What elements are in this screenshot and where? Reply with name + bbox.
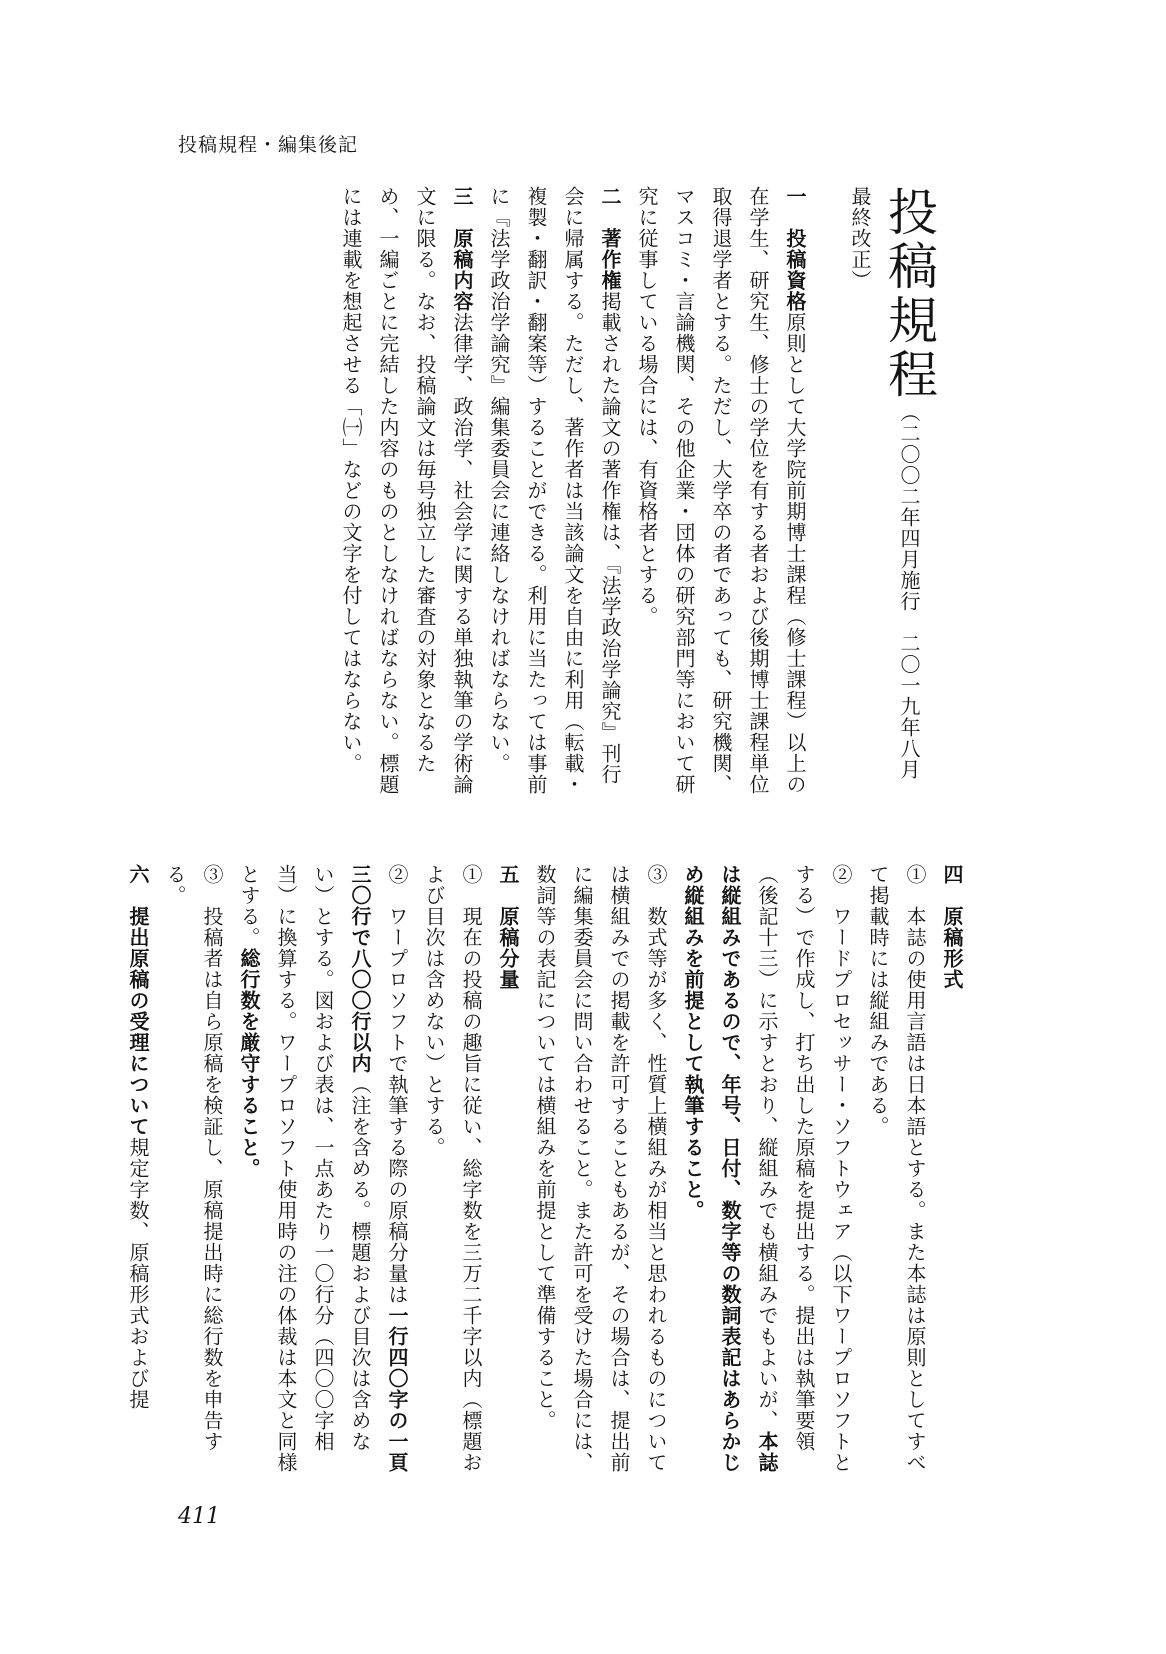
- section-5-item-2-text-a: ② ワープロソフトで執筆する際の原稿分量は: [385, 864, 409, 1305]
- section-5-item-3: ③ 投稿者は自ら原稿を検証し、原稿提出時に総行数を申告する。: [163, 864, 224, 1452]
- running-head: 投稿規程・編集後記: [178, 134, 359, 156]
- section-6-heading: 六 提出原稿の受理について: [126, 864, 150, 1137]
- section-4-item-2: [674, 864, 859, 1480]
- section-4-item-1: ① 本誌の使用言語は日本語とする。また本誌は原則としてすべて掲載時には縦組みである。: [866, 864, 927, 1473]
- section-1: [628, 186, 813, 798]
- section-5-item-2-text-b: （注を含める。標題および目次は含めない）とする。図および表は、一点あたり一〇行分（四〇〇字相当）に換算する。ワープロソフト使用時の注の体裁は本文と同様とする。: [237, 864, 372, 1473]
- section-2-heading: 二 著作権: [598, 186, 622, 291]
- section-1-heading: 一 投稿資格: [783, 186, 807, 312]
- page-number: 411: [178, 1504, 220, 1529]
- page-title: [841, 186, 940, 798]
- section-3: [332, 186, 480, 798]
- upper-text-block: [180, 186, 940, 798]
- section-5-item-2-emphasis-a: 一行四〇字の一頁三〇行で八〇〇行以内: [348, 864, 409, 1473]
- section-6-text: 規定字数、原稿形式および提: [126, 1137, 150, 1410]
- section-4-item-2-text: ② ワードプロセッサー・ソフトウェア（以下ワープロソフトとする）で作成し、打ち出した原稿を提出する。提出は執筆要領（後記十三）に示すとおり、縦組みでも横組みでもよいが、: [755, 864, 853, 1473]
- section-6: [119, 864, 156, 1480]
- section-4-item-2-emphasis: 本誌は縦組みであるので、年号、日付、数字等の数詞表記はあらかじめ縦組みを前提として執筆すること。: [681, 864, 779, 1473]
- section-5-item-2-emphasis-b: 総行数を厳守すること。: [237, 948, 261, 1179]
- section-4-heading: 四 原稿形式: [940, 864, 964, 990]
- lower-text-block: [126, 864, 970, 1480]
- section-1-text: 原則として大学院前期博士課程（修士課程）以上の在学生、研究生、修士の学位を有する者および後期博士課程単位取得退学者とする。ただし、大学卒の者であっても、研究機関、マスコミ・言論機関、その他企業・団体の研究部門等において研究に従事している場合には、有資格者とする。: [635, 186, 807, 795]
- title-main: 投稿規程: [880, 186, 938, 402]
- section-2: [480, 186, 628, 798]
- section-5-item-2: [230, 864, 415, 1480]
- section-5-item-1: ① 現在の投稿の趣旨に従い、総字数を三万二千字以内（標題および目次は含めない）とする。: [422, 864, 483, 1473]
- section-4-item-3: ③ 数式等が多く、性質上横組みが相当と思われるものについては横組みでの掲載を許可することもあるが、その場合は、提出前に編集委員会に問い合わせること。また許可を受けた場合には、数詞等の表記については横組みを前提として準備すること。: [533, 864, 668, 1473]
- title-subtitle: （二〇〇二年四月施行 二〇一九年八月最終改正）: [848, 186, 921, 780]
- section-5-heading: 五 原稿分量: [496, 864, 520, 990]
- section-3-heading: 三 原稿内容: [450, 186, 474, 312]
- section-2-text: 掲載された論文の著作権は、『法学政治学論究』刊行会に帰属する。ただし、著作者は当該論文を自由に利用（転載・複製・翻訳・翻案等）することができる。利用に当たっては事前に『法学政治学論究』編集委員会に連絡しなければならない。: [487, 186, 622, 795]
- section-3-text: 法律学、政治学、社会学に関する単独執筆の学術論文に限る。なお、投稿論文は毎号独立した審査の対象となるため、一編ごとに完結した内容のものとしなければならない。標題には連載を想起させる「㈠」などの文字を付してはならない。: [339, 186, 474, 795]
